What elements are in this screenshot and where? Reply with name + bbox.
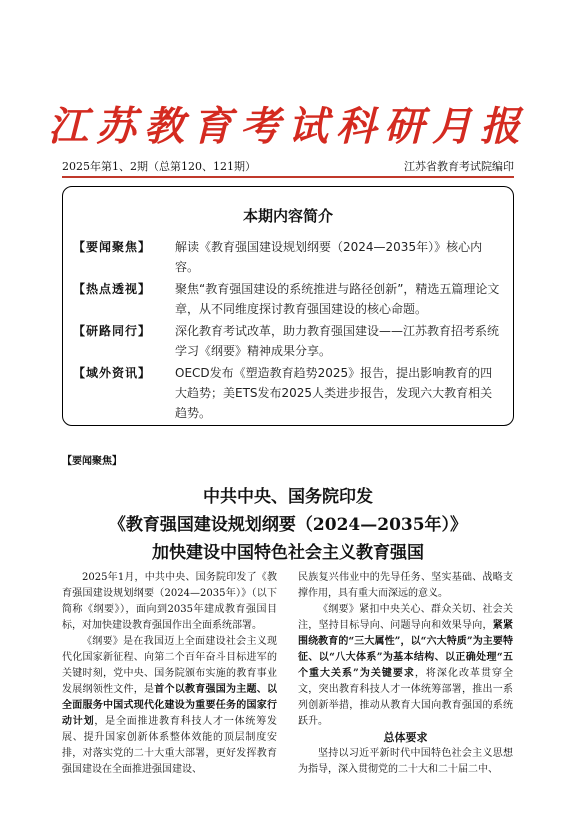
headline-line-2: 《教育强国建设规划纲要（2024—2035年）》: [108, 515, 468, 535]
toc-item: [73, 363, 503, 423]
body-paragraph: [62, 634, 277, 778]
toc-text: OECD发布《塑造教育趋势2025》报告，提出影响教育的四大趋势；美ETS发布2025人类进步报告，发现六大教育相关趋势。: [175, 366, 493, 420]
issue-number: 2025年第1、2期（总第120、121期）: [62, 160, 256, 173]
toc-tag: 【热点透视】: [73, 282, 152, 296]
toc-text: 解读《教育强国建设规划纲要（2024—2035年）》核心内容。: [175, 240, 483, 274]
header-rule: [62, 176, 514, 178]
toc-text: 聚焦“教育强国建设的系统推进与路径创新”，精选五篇理论文章，从不同维度探讨教育强国建设的核心命题。: [175, 282, 500, 316]
toc-tag: 【要闻聚焦】: [73, 240, 152, 254]
toc-item: [73, 279, 503, 319]
subheading: 总体要求: [383, 731, 428, 744]
body-text: 《纲要》紧扣中央关心、群众关切、社会关注，坚持目标导向、问题导向和效果导向，: [298, 604, 513, 631]
toc-tag: 【研路同行】: [73, 324, 152, 338]
toc-item: [73, 237, 503, 277]
toc-item: [73, 321, 503, 361]
body-paragraph: 2025年1月，中共中央、国务院印发了《教育强国建设规划纲要（2024—2035年）》（以下简称《纲要》），面向到2035年建成教育强国目标，对加快建设教育强国作出全面系统部署。: [62, 572, 277, 631]
body-paragraph: [298, 602, 513, 730]
toc-tag: 【域外资讯】: [73, 366, 152, 380]
body-column-right: [298, 570, 513, 778]
toc-text: 深化教育考试改革，助力教育强国建设——江苏教育招考系统学习《纲要》精神成果分享。: [175, 324, 500, 358]
headline-line-1: 中共中央、国务院印发: [203, 487, 373, 507]
body-text-bold: 首个以教育强国为主题、以全面服务中国式现代化建设为重要任务的国家行动计划: [62, 684, 277, 727]
body-text: ，将深化改革贯穿全文，突出教育科技人才一体统筹部署，推出一系列创新举措，推动从教育大国向教育强国的系统跃升。: [298, 668, 513, 727]
body-text: ，是全面推进教育科技人才一体统筹发展、提升国家创新体系整体效能的顶层制度安排，对落实党的二十大重大部署，更好发挥教育强国建设在全面推进强国建设、: [62, 716, 278, 775]
contents-box: [62, 186, 514, 426]
section-tag: 【要闻聚焦】: [62, 456, 122, 467]
contents-title: 本期内容简介: [242, 207, 333, 225]
body-text: 《纲要》是在我国迈上全面建设社会主义现代化国家新征程、向第二个百年奋斗目标进军的关键时刻，党中央、国务院颁布实施的教育事业发展纲领性文件，是: [62, 636, 277, 695]
body-text-bold: 紧紧围绕教育的“三大属性”，以“六大特质”为主要特征、以“八大体系”为基本结构、以正确处理“五个重大关系”为关键要求: [298, 620, 513, 679]
masthead-title: 江苏教育考试科研月报: [48, 103, 528, 150]
publisher: 江苏省教育考试院编印: [404, 160, 514, 173]
issue-line: [62, 158, 514, 174]
body-paragraph: 民族复兴伟业中的先导任务、坚实基础、战略支撑作用，具有重大而深远的意义。: [298, 572, 513, 599]
headline-line-3: 加快建设中国特色社会主义教育强国: [152, 543, 424, 563]
body-paragraph: 坚持以习近平新时代中国特色社会主义思想为指导，深入贯彻党的二十大和二十届二中、: [298, 748, 513, 775]
body-column-left: [62, 570, 277, 778]
